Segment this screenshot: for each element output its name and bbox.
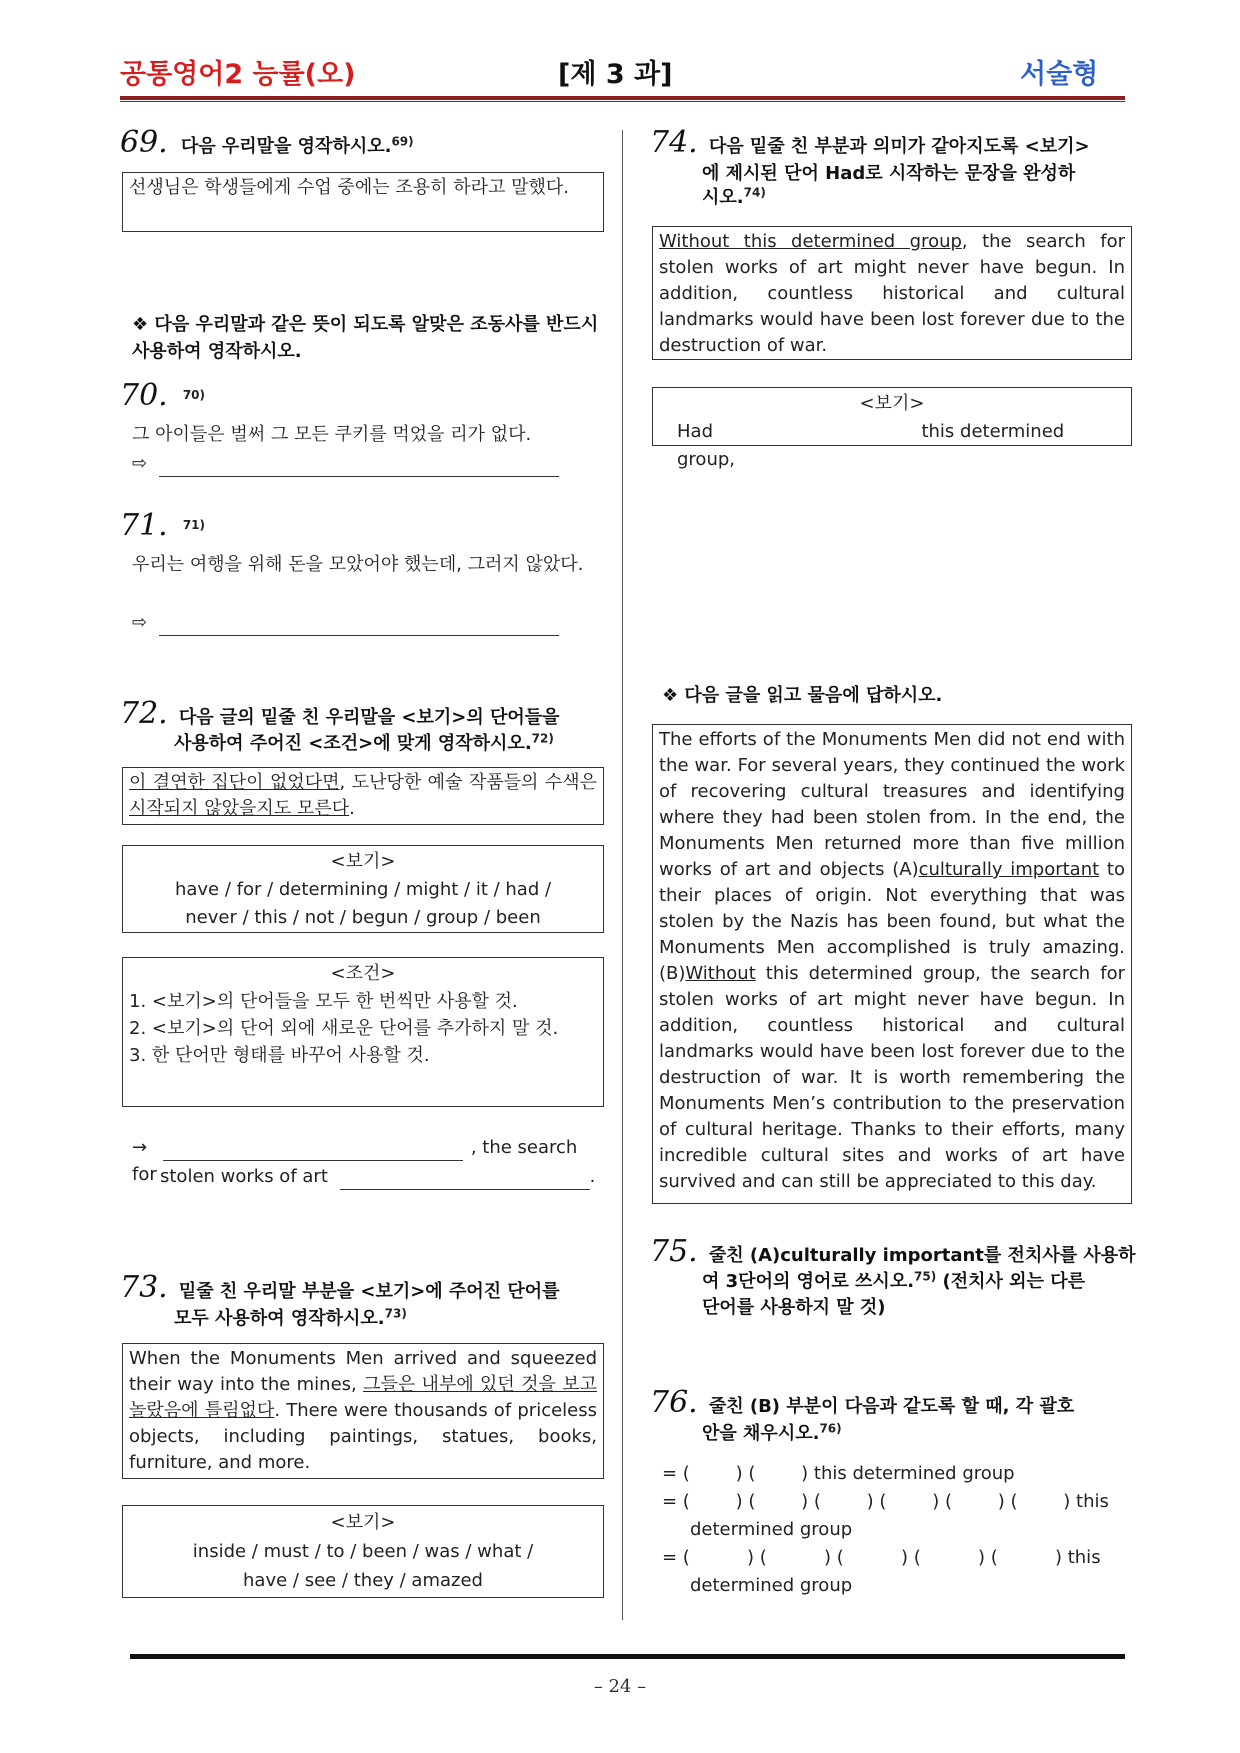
question-title-line1: 줄친 (B) 부분이 다음과 같도록 할 때, 각 괄호 [708,1396,1075,1417]
bogi-title: <보기> [330,851,396,872]
question-title-line2: 여 3단어의 영어로 쓰시오. [702,1271,915,1292]
q76-fill-line-3b: determined group [690,1575,853,1596]
question-title-line4: 단어를 사용하지 말 것) [702,1297,886,1318]
q74-bogi-box [652,387,1132,470]
question-title-line1: 다음 글의 밑줄 친 우리말을 <보기>의 단어들을 [178,707,560,728]
question-title-line2: 모두 사용하여 영작하시오. [174,1308,385,1329]
header-rule-thin [120,101,1125,102]
arrow-icon: → [132,1137,148,1158]
instruction-text: 다음 우리말과 같은 뜻이 되도록 알맞은 조동사를 반드시 사용하여 영작하시오. [132,314,599,362]
q73-bogi-box [122,1505,604,1598]
instruction-text: 다음 글을 읽고 물음에 답하시오. [684,685,943,706]
box-text: . [349,798,355,819]
underlined-phrase: 시작되지 않았을지도 모른다 [129,798,350,819]
bogi-title: <보기> [330,1512,396,1533]
question-title-line2: 사용하여 주어진 <조건>에 맞게 영작하시오. [174,733,532,754]
q70-korean: 그 아이들은 벌써 그 모든 쿠키를 먹었을 리가 없다. [132,424,532,445]
q70-answer-row [132,450,604,477]
footnote-ref: 72) [531,731,554,746]
question-number: 69. [120,125,168,160]
footnote-ref: 73) [384,1306,407,1321]
footnote-ref: 75) [914,1269,937,1284]
arrow-icon: ⇨ [132,453,148,474]
answer-blank[interactable] [725,425,910,446]
question-74-title-line3 [702,184,766,211]
condition-item: 3. 한 단어만 형태를 바꾸어 사용할 것. [129,1045,430,1066]
passage-text: this determined group, the search for stolen works of art might never have begun. In addition, countless historical and cultural landmarks would have been lost forever due to the destruction of war. It is worth remembering the Monuments Men’s contribution to the preservation of cultural heritage. Thanks to their efforts, many incredible cultural sites and works of art have survived and can still be appreciated to this day. [659,963,1125,1192]
q72-condition-box [122,957,604,1107]
question-72-header [120,696,560,731]
question-73-header [120,1270,560,1305]
header-lesson: [제 3 과] [558,59,673,90]
q72-answer-line2 [160,1163,604,1190]
bogi-title: <보기> [859,393,925,414]
reading-passage-box [652,724,1132,1204]
question-75-header [650,1234,1136,1269]
box-text: , the search for stolen works of art might never have begun. In addition, countless historical and cultural landmarks would have been lost forever due to the destruction of war. [659,231,1126,356]
arrow-icon: ⇨ [132,612,148,633]
passage-text: to their places of origin. Not everything that was stolen by the Nazis has been found, but what the Monuments Men accomplished is truly amazing. (B) [659,859,1125,984]
q72-bogi-box [122,845,604,933]
footnote-ref: 69) [391,134,414,149]
passage-text: The efforts of the Monuments Men did not end with the war. For several years, they continued the work of recovering cultural treasures and identifying where they had been stolen from. In the end, the Monuments Men returned more than five million works of art and objects (A) [659,729,1125,880]
header-rule [120,96,1125,100]
answer-text: . [589,1166,596,1187]
bogi-sentence [659,418,1125,474]
question-70-header [120,378,205,413]
question-title-line3: (전치사 외는 다른 [936,1271,1085,1292]
question-number: 73. [120,1270,168,1305]
underlined-phrase: Without this determined group [659,231,962,252]
footnote-ref: 76) [819,1421,842,1436]
box-text: , 도난당한 예술 작품들의 수색은 [339,772,598,793]
bogi-line: have / for / determining / might / it / had / [174,879,552,900]
footer-rule [130,1654,1125,1659]
bogi-text: Had [677,421,713,442]
condition-item: 1. <보기>의 단어들을 모두 한 번씩만 사용할 것. [129,991,518,1012]
footnote-ref: 74) [743,185,766,200]
answer-text: stolen works of art [160,1166,328,1187]
q73-passage-box [122,1343,604,1479]
question-69-header [120,125,414,160]
instruction-note-1 [132,311,604,365]
condition-title: <조건> [330,963,396,984]
question-76-header [650,1385,1074,1420]
question-number: 70. [120,378,168,413]
question-73-title-line2 [174,1305,407,1332]
bogi-line: never / this / not / begun / group / been [185,907,541,928]
q76-fill-line-1[interactable]: = ( ) ( ) this determined group [662,1463,1015,1484]
q74-passage-box [652,226,1132,360]
question-title-line1: 줄친 (A)culturally important를 전치사를 사용하 [708,1245,1136,1266]
q71-answer-row [132,609,604,636]
q72-korean-box [122,767,604,825]
q69-korean-box: 선생님은 학생들에게 수업 중에는 조용히 하라고 말했다. [122,172,604,232]
box-text: . There were thousands of priceless objects, including paintings, statues, books, furniture, and more. [129,1400,597,1473]
instruction-note-2 [662,682,1132,709]
underlined-phrase: 그들은 내부에 있던 것을 보고 놀랐음에 틀림없다 [129,1374,598,1421]
question-number: 72. [120,696,168,731]
answer-blank[interactable] [340,1169,590,1190]
bullet-icon: ❖ [662,685,679,706]
question-72-title-line2 [174,730,554,757]
answer-blank[interactable] [159,454,559,477]
question-title-line2: 에 제시된 단어 Had로 시작하는 문장을 완성하 [702,163,1076,184]
header-course-title: 공통영어2 능률(오) [120,59,356,90]
column-divider [622,130,623,1620]
question-number: 76. [650,1385,698,1420]
question-71-header [120,508,205,543]
header-type: 서술형 [1020,59,1099,90]
question-title: 다음 우리말을 영작하시오. [180,136,392,157]
answer-blank[interactable] [163,1140,463,1161]
q76-fill-line-3[interactable]: = ( ) ( ) ( ) ( ) ( ) this [662,1547,1101,1568]
q76-fill-line-2[interactable]: = ( ) ( ) ( ) ( ) ( ) ( ) this [662,1491,1109,1512]
question-title-line1: 밑줄 친 우리말 부분을 <보기>에 주어진 단어를 [178,1281,560,1302]
underlined-phrase: 이 결연한 집단이 없었다면 [129,772,340,793]
question-74-header [650,125,1090,160]
q76-fill-line-2b: determined group [690,1519,853,1540]
question-number: 75. [650,1234,698,1269]
bogi-line: inside / must / to / been / was / what / [192,1541,534,1562]
question-title-line3: 시오. [702,187,744,208]
answer-text: , the search for [132,1137,578,1185]
answer-blank[interactable] [159,613,559,636]
bogi-text: this determined group, [677,421,1065,470]
question-title-line2: 안을 채우시오. [702,1423,820,1444]
footnote-ref: 70) [182,387,205,402]
q71-korean: 우리는 여행을 위해 돈을 모았어야 했는데, 그러지 않았다. [132,554,584,575]
question-75-title-line2 [702,1268,1085,1295]
question-number: 71. [120,508,168,543]
question-76-title-line2 [702,1420,842,1447]
question-number: 74. [650,125,698,160]
condition-item: 2. <보기>의 단어 외에 새로운 단어를 추가하지 말 것. [129,1018,559,1039]
footnote-ref: 71) [182,517,205,532]
underlined-phrase: Without [685,963,756,984]
bogi-line: have / see / they / amazed [243,1570,483,1591]
box-text: When the Monuments Men arrived and squeezed their way into the mines, [129,1348,597,1395]
question-title-line1: 다음 밑줄 친 부분과 의미가 같아지도록 <보기> [708,136,1090,157]
page-number: – 24 – [593,1676,647,1697]
bullet-icon: ❖ [132,314,149,335]
underlined-phrase: culturally important [918,859,1100,880]
